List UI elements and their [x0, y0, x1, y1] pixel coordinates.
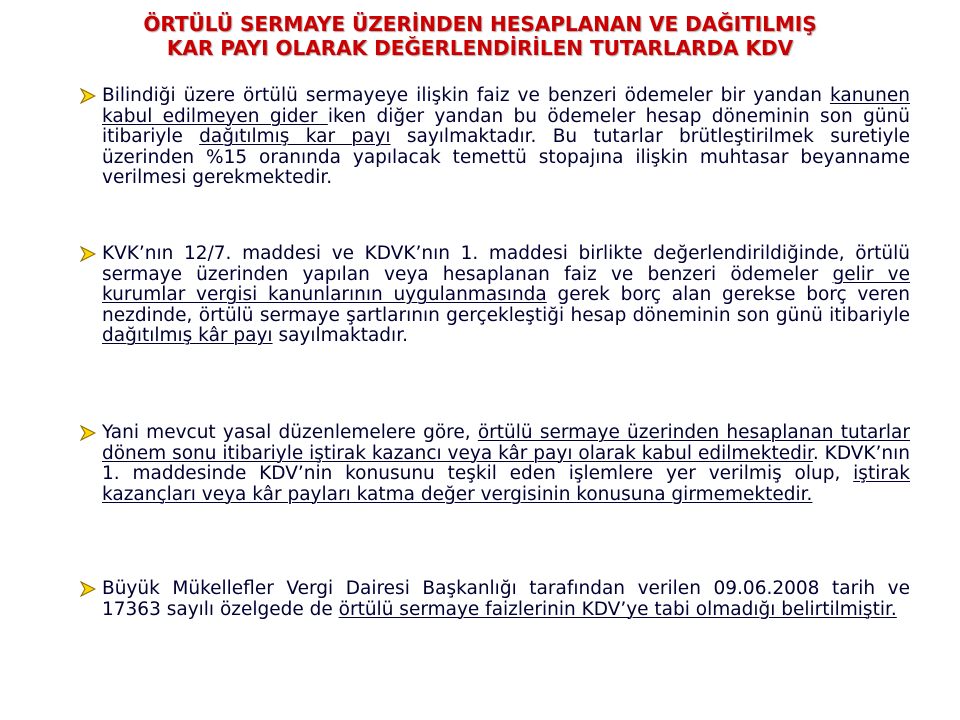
text-segment: Büyük Mükellefler Vergi Dairesi Başkanlığı tarafından verilen 09.06.2008 tarih ve 17363 sayılı özelgede de — [102, 578, 910, 620]
text-segment: . KDVK’nın 1. maddesinde KDV’nin konusunu teşkil eden işlemlere yer verilmiş olup, — [102, 442, 910, 484]
text-segment: KVK’nın 12/7. maddesi ve KDVK’nın 1. maddesi birlikte değerlendirildiğinde, örtülü sermaye üzerinden yapılan veya hesaplanan faiz ve benzeri ödemeler — [102, 243, 910, 285]
bullet-text — [102, 423, 910, 505]
arrow-right-icon — [80, 244, 102, 266]
underlined-phrase: iştirak kazançları veya kâr payları katma değer vergisinin konusuna girmemektedir. — [102, 463, 910, 505]
underlined-phrase: örtülü sermaye üzerinden hesaplanan tutarlar dönem sonu itibariyle iştirak kazancı veya kâr payı olarak kabul edilmektedir — [102, 422, 910, 464]
bullet-text — [102, 86, 910, 189]
underlined-phrase: dağıtılmış kar payı — [199, 126, 391, 147]
text-segment: iken diğer yandan bu ödemeler hesap döneminin son günü itibariyle — [102, 105, 910, 147]
list-item — [80, 579, 910, 620]
list-item — [80, 423, 910, 505]
title-line-2: KAR PAYI OLARAK DEĞERLENDİRİLEN TUTARLARDA KDV — [166, 36, 794, 60]
text-segment: Bilindiği üzere örtülü sermayeye ilişkin faiz ve benzeri ödemeler bir yandan — [102, 85, 830, 106]
underlined-phrase: kanunen kabul edilmeyen gider — [102, 85, 910, 127]
arrow-right-icon — [80, 86, 102, 108]
list-item — [80, 244, 910, 347]
underlined-phrase: gelir ve kurumlar vergisi kanunlarının uygulanmasında — [102, 263, 910, 305]
text-segment: Yani mevcut yasal düzenlemelere göre, — [102, 422, 478, 443]
arrow-right-icon — [80, 579, 102, 601]
bullet-text — [102, 579, 910, 620]
page-title — [60, 12, 900, 60]
bullet-text — [102, 244, 910, 347]
title-line-1: ÖRTÜLÜ SERMAYE ÜZERİNDEN HESAPLANAN VE DAĞITILMIŞ — [143, 12, 817, 36]
underlined-phrase: dağıtılmış kâr payı — [102, 325, 273, 346]
underlined-phrase: örtülü sermaye faizlerinin KDV’ye tabi olmadığı belirtilmiştir. — [338, 598, 897, 620]
text-segment: sayılmaktadır. — [272, 325, 408, 346]
list-item — [80, 86, 910, 189]
text-segment: gerek borç alan gerekse borç veren nezdinde, örtülü sermaye şartlarının gerçekleştiği hesap döneminin son günü itibariyle — [102, 284, 910, 326]
arrow-right-icon — [80, 423, 102, 445]
text-segment: sayılmaktadır. Bu tutarlar brütleştirilmek suretiyle üzerinden %15 oranında yapılacak temettü stopajına ilişkin muhtasar beyanname verilmesi gerekmektedir. — [102, 126, 910, 188]
